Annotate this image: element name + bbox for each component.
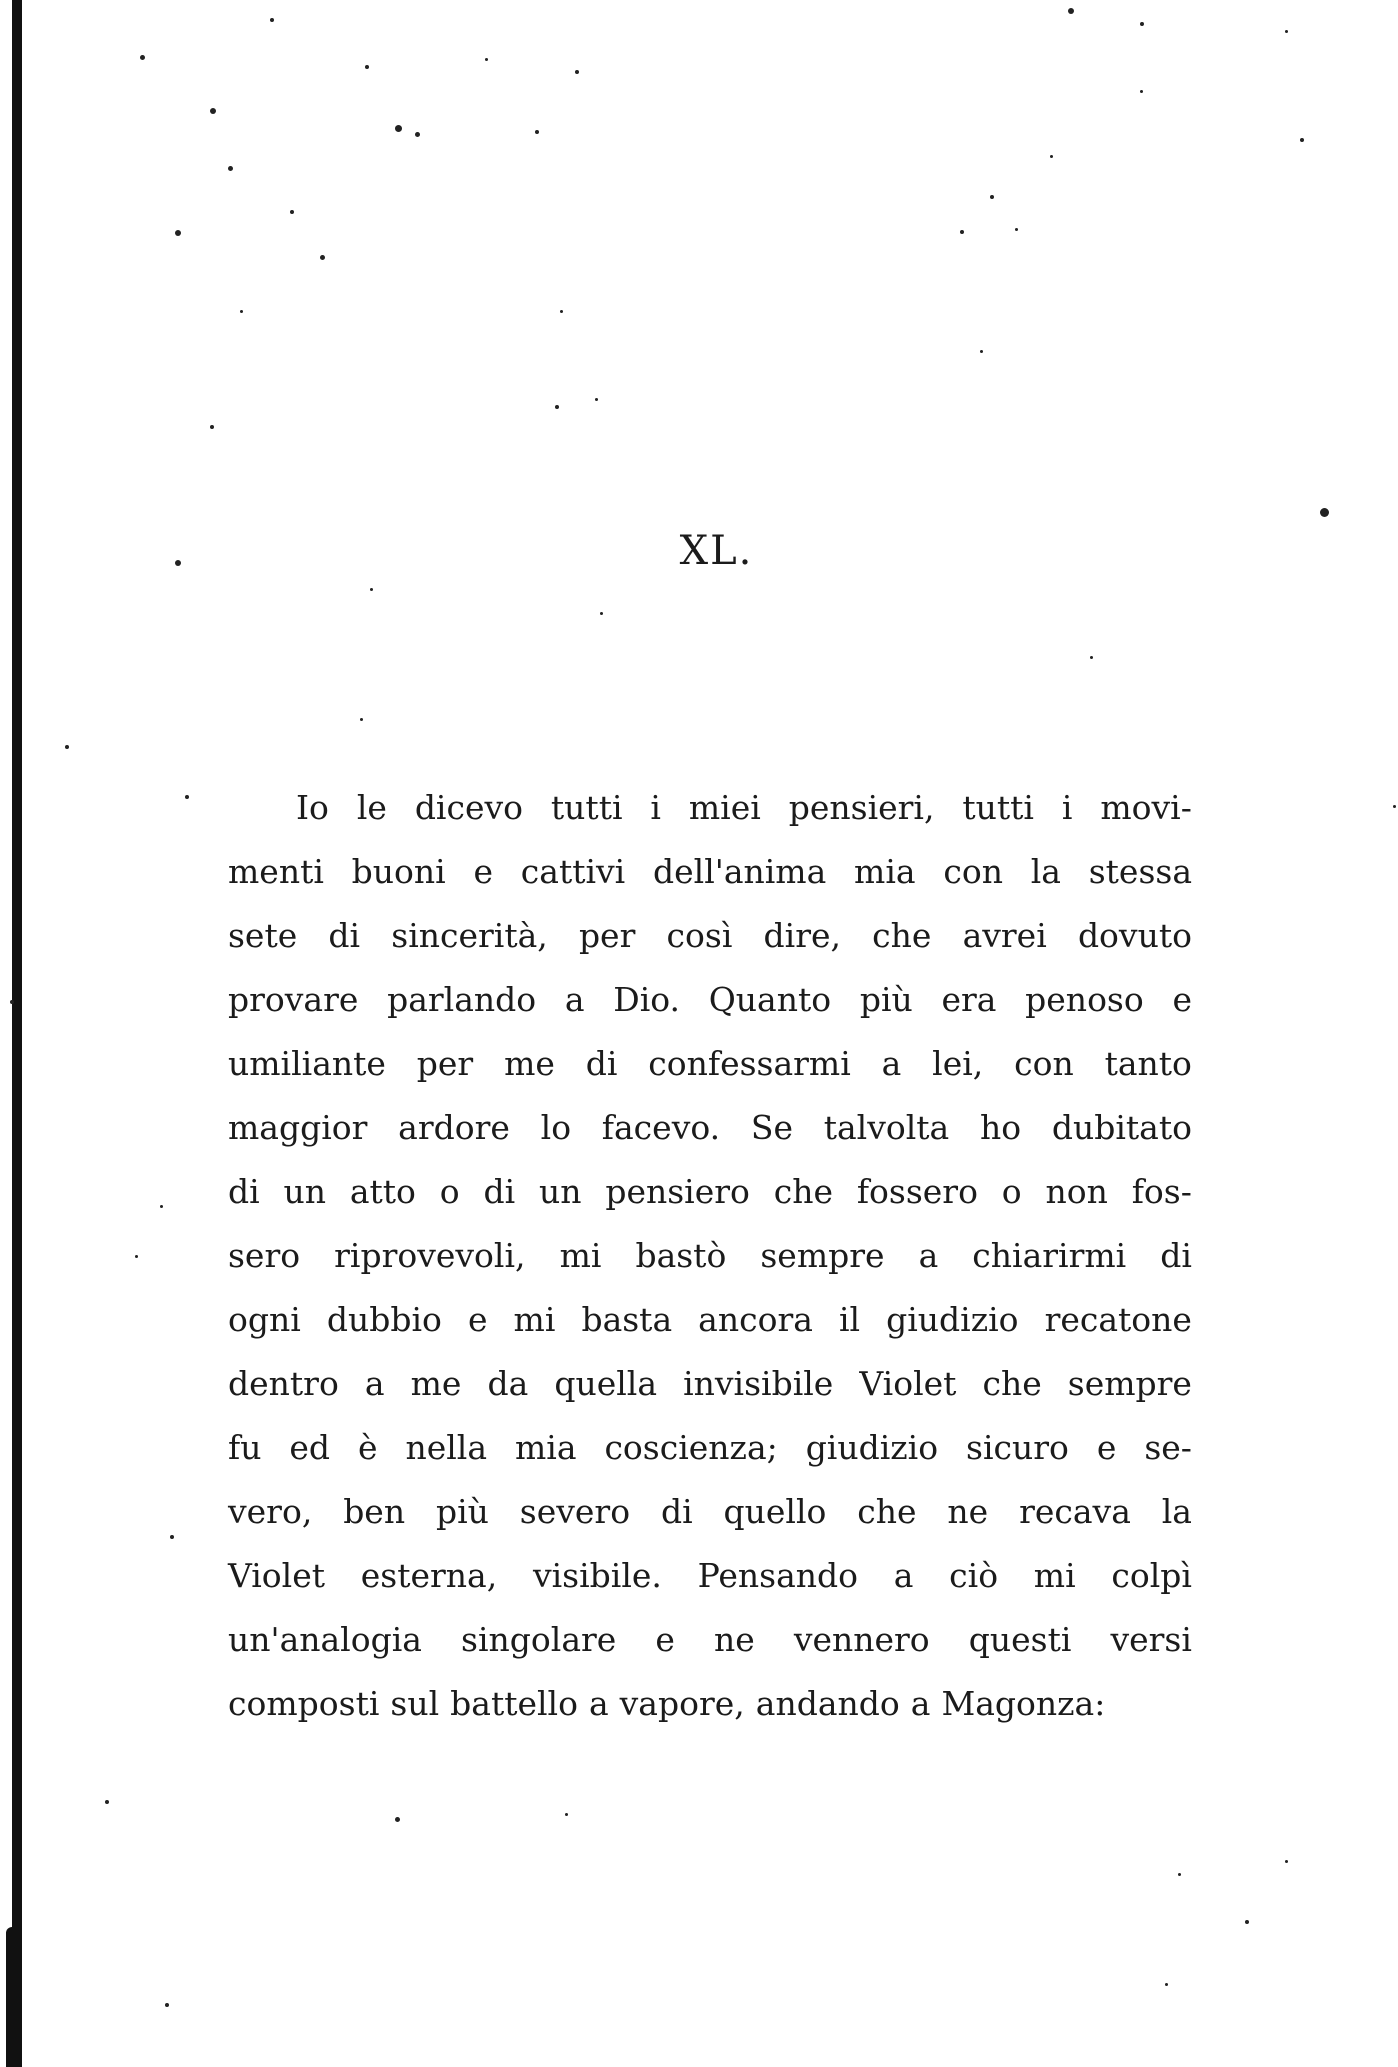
word: pensieri, bbox=[788, 788, 935, 827]
word: stessa bbox=[1088, 852, 1192, 891]
word: atto bbox=[349, 1172, 416, 1211]
text-line bbox=[228, 968, 1192, 1032]
speck bbox=[228, 166, 233, 171]
word: i bbox=[650, 788, 661, 827]
chapter-heading: XL. bbox=[679, 528, 754, 574]
word: Magonza: bbox=[941, 1684, 1106, 1723]
word: vero, bbox=[228, 1492, 313, 1531]
word: lei, bbox=[932, 1044, 984, 1083]
word: severo bbox=[519, 1492, 631, 1531]
speck bbox=[185, 795, 189, 799]
text-line bbox=[228, 1480, 1192, 1544]
speck bbox=[1178, 1873, 1181, 1876]
speck bbox=[1300, 138, 1304, 142]
word: quello bbox=[723, 1492, 827, 1531]
word: se- bbox=[1144, 1428, 1192, 1467]
word: recava bbox=[1019, 1492, 1131, 1531]
word: e bbox=[1096, 1428, 1117, 1467]
speck bbox=[1245, 1920, 1249, 1924]
word: sincerità, bbox=[391, 916, 548, 955]
word: un'analogia bbox=[228, 1620, 422, 1659]
word: andando bbox=[755, 1684, 900, 1723]
word: vapore, bbox=[619, 1684, 745, 1723]
word: lo bbox=[540, 1108, 572, 1147]
text-line bbox=[228, 1224, 1192, 1288]
word: Violet bbox=[228, 1556, 326, 1595]
word: così bbox=[666, 916, 733, 955]
word: per bbox=[416, 1044, 474, 1083]
word: a bbox=[364, 1364, 385, 1403]
word: più bbox=[435, 1492, 489, 1531]
word: mia bbox=[514, 1428, 577, 1467]
word: che bbox=[773, 1172, 833, 1211]
word: coscienza; bbox=[604, 1428, 778, 1467]
word: dubbio bbox=[326, 1300, 442, 1339]
word: facevo. bbox=[601, 1108, 721, 1147]
word: più bbox=[859, 980, 913, 1019]
word: non bbox=[1045, 1172, 1108, 1211]
text-line bbox=[228, 1672, 1192, 1736]
speck bbox=[595, 398, 598, 401]
word: questi bbox=[968, 1620, 1072, 1659]
word: a bbox=[881, 1044, 902, 1083]
speck bbox=[415, 132, 420, 137]
word: chiarirmi bbox=[972, 1236, 1127, 1275]
word: Dio. bbox=[613, 980, 681, 1019]
word: fossero bbox=[856, 1172, 978, 1211]
word: penoso bbox=[1025, 980, 1144, 1019]
word: cattivi bbox=[520, 852, 626, 891]
word: ne bbox=[947, 1492, 989, 1531]
word: era bbox=[941, 980, 997, 1019]
speck bbox=[290, 210, 294, 214]
word: sicuro bbox=[966, 1428, 1069, 1467]
speck bbox=[1140, 22, 1144, 26]
speck bbox=[555, 405, 559, 409]
text-line bbox=[228, 1288, 1192, 1352]
word: menti bbox=[228, 852, 324, 891]
word: ho bbox=[979, 1108, 1022, 1147]
text-line bbox=[228, 1544, 1192, 1608]
word: buoni bbox=[351, 852, 446, 891]
word: di bbox=[585, 1044, 618, 1083]
speck bbox=[270, 18, 274, 22]
word: è bbox=[358, 1428, 378, 1467]
word: recatone bbox=[1044, 1300, 1192, 1339]
speck bbox=[1165, 1983, 1168, 1986]
speck bbox=[210, 108, 216, 114]
word: le bbox=[356, 788, 387, 827]
speck bbox=[1285, 30, 1288, 33]
word: tanto bbox=[1104, 1044, 1192, 1083]
speck bbox=[135, 1255, 138, 1258]
word: dentro bbox=[228, 1364, 339, 1403]
word: dell'anima bbox=[652, 852, 827, 891]
word: me bbox=[504, 1044, 555, 1083]
word: mia bbox=[854, 852, 916, 891]
word: Io bbox=[296, 788, 329, 827]
word: Quanto bbox=[708, 980, 832, 1019]
speck bbox=[485, 58, 488, 61]
word: i bbox=[1061, 788, 1073, 827]
speck bbox=[535, 130, 539, 134]
speck bbox=[170, 1535, 174, 1539]
word: il bbox=[838, 1300, 861, 1339]
word: la bbox=[1161, 1492, 1192, 1531]
word: ardore bbox=[398, 1108, 510, 1147]
speck bbox=[1015, 228, 1018, 231]
word: battello bbox=[450, 1684, 578, 1723]
text-line bbox=[228, 840, 1192, 904]
speck bbox=[560, 310, 563, 313]
word: avrei bbox=[962, 916, 1047, 955]
word: ne bbox=[713, 1620, 755, 1659]
word: un bbox=[283, 1172, 327, 1211]
text-line bbox=[228, 776, 1192, 840]
word: talvolta bbox=[823, 1108, 950, 1147]
text-line bbox=[228, 1160, 1192, 1224]
text-line bbox=[228, 1608, 1192, 1672]
word: di bbox=[328, 916, 361, 955]
word: con bbox=[943, 852, 1003, 891]
word: e bbox=[467, 1300, 488, 1339]
speck bbox=[360, 718, 363, 721]
word: la bbox=[1030, 852, 1061, 891]
speck bbox=[1050, 155, 1053, 158]
word: e bbox=[1172, 980, 1192, 1019]
word: Se bbox=[750, 1108, 793, 1147]
word: Pensando bbox=[697, 1556, 858, 1595]
word: ben bbox=[343, 1492, 406, 1531]
word: che bbox=[857, 1492, 917, 1531]
word: dire, bbox=[763, 916, 842, 955]
word: ciò bbox=[949, 1556, 999, 1595]
page-binding-edge bbox=[12, 0, 22, 2067]
speck bbox=[1393, 805, 1396, 808]
word: sempre bbox=[760, 1236, 885, 1275]
word: sul bbox=[390, 1684, 440, 1723]
word: a bbox=[893, 1556, 914, 1595]
word: sete bbox=[228, 916, 298, 955]
speck bbox=[240, 310, 243, 313]
speck bbox=[990, 195, 994, 199]
word: visibile. bbox=[532, 1556, 662, 1595]
word: giudizio bbox=[805, 1428, 939, 1467]
word: confessarmi bbox=[648, 1044, 851, 1083]
word: sempre bbox=[1067, 1364, 1192, 1403]
word: o bbox=[439, 1172, 460, 1211]
speck bbox=[1068, 8, 1074, 14]
word: bastò bbox=[635, 1236, 727, 1275]
word: e bbox=[655, 1620, 675, 1659]
word: fu bbox=[228, 1428, 262, 1467]
word: mi bbox=[513, 1300, 556, 1339]
text-line bbox=[228, 1032, 1192, 1096]
word: dubitato bbox=[1051, 1108, 1192, 1147]
body-paragraph bbox=[228, 776, 1192, 1736]
speck bbox=[565, 1813, 568, 1816]
word: un bbox=[538, 1172, 582, 1211]
speck bbox=[65, 745, 69, 749]
word: mi bbox=[1033, 1556, 1076, 1595]
word: umiliante bbox=[228, 1044, 386, 1083]
word: a bbox=[918, 1236, 939, 1275]
speck bbox=[1285, 1860, 1288, 1863]
speck bbox=[1090, 656, 1093, 659]
speck bbox=[980, 350, 983, 353]
speck bbox=[600, 612, 603, 615]
speck bbox=[960, 230, 964, 234]
word: quella bbox=[554, 1364, 658, 1403]
word: ogni bbox=[228, 1300, 301, 1339]
text-line bbox=[228, 1352, 1192, 1416]
word: fos- bbox=[1131, 1172, 1192, 1211]
word: nella bbox=[405, 1428, 488, 1467]
word: singolare bbox=[461, 1620, 617, 1659]
word: di bbox=[660, 1492, 693, 1531]
word: e bbox=[473, 852, 494, 891]
word: miei bbox=[688, 788, 761, 827]
word: tutti bbox=[550, 788, 623, 827]
word: tutti bbox=[962, 788, 1034, 827]
speck bbox=[105, 1800, 109, 1804]
word: composti bbox=[228, 1684, 380, 1723]
speck bbox=[175, 230, 181, 236]
speck bbox=[395, 125, 402, 132]
word: ed bbox=[289, 1428, 331, 1467]
word: movi- bbox=[1100, 788, 1192, 827]
word: o bbox=[1001, 1172, 1022, 1211]
word: pensiero bbox=[605, 1172, 750, 1211]
text-line bbox=[228, 904, 1192, 968]
word: maggior bbox=[228, 1108, 368, 1147]
word: di bbox=[483, 1172, 516, 1211]
speck bbox=[210, 425, 214, 429]
word: da bbox=[487, 1364, 529, 1403]
word: che bbox=[872, 916, 932, 955]
word: esterna, bbox=[360, 1556, 498, 1595]
word: di bbox=[228, 1172, 260, 1211]
speck bbox=[395, 1817, 400, 1822]
word: giudizio bbox=[886, 1300, 1019, 1339]
word: sero bbox=[228, 1236, 301, 1275]
speck bbox=[320, 255, 325, 260]
speck bbox=[1140, 90, 1143, 93]
word: Violet bbox=[859, 1364, 957, 1403]
word: versi bbox=[1110, 1620, 1192, 1659]
word: mi bbox=[559, 1236, 602, 1275]
word: vennero bbox=[793, 1620, 930, 1659]
word: riprovevoli, bbox=[334, 1236, 526, 1275]
speck bbox=[575, 70, 579, 74]
text-line bbox=[228, 1096, 1192, 1160]
word: di bbox=[1160, 1236, 1192, 1275]
word: che bbox=[982, 1364, 1042, 1403]
speck bbox=[370, 588, 373, 591]
word: per bbox=[578, 916, 636, 955]
speck bbox=[165, 2003, 169, 2007]
word: a bbox=[588, 1684, 609, 1723]
word: dovuto bbox=[1077, 916, 1192, 955]
word: con bbox=[1014, 1044, 1074, 1083]
word: provare bbox=[228, 980, 359, 1019]
word: basta bbox=[581, 1300, 673, 1339]
text-line bbox=[228, 1416, 1192, 1480]
word: ancora bbox=[698, 1300, 813, 1339]
speck bbox=[140, 55, 145, 60]
speck bbox=[10, 1000, 14, 1004]
speck bbox=[1320, 508, 1329, 517]
speck bbox=[160, 1205, 163, 1208]
word: colpì bbox=[1111, 1556, 1192, 1595]
word: a bbox=[910, 1684, 931, 1723]
word: dicevo bbox=[414, 788, 524, 827]
word: me bbox=[410, 1364, 462, 1403]
word: invisibile bbox=[683, 1364, 834, 1403]
word: parlando bbox=[387, 980, 537, 1019]
speck bbox=[365, 65, 369, 69]
word: a bbox=[564, 980, 585, 1019]
